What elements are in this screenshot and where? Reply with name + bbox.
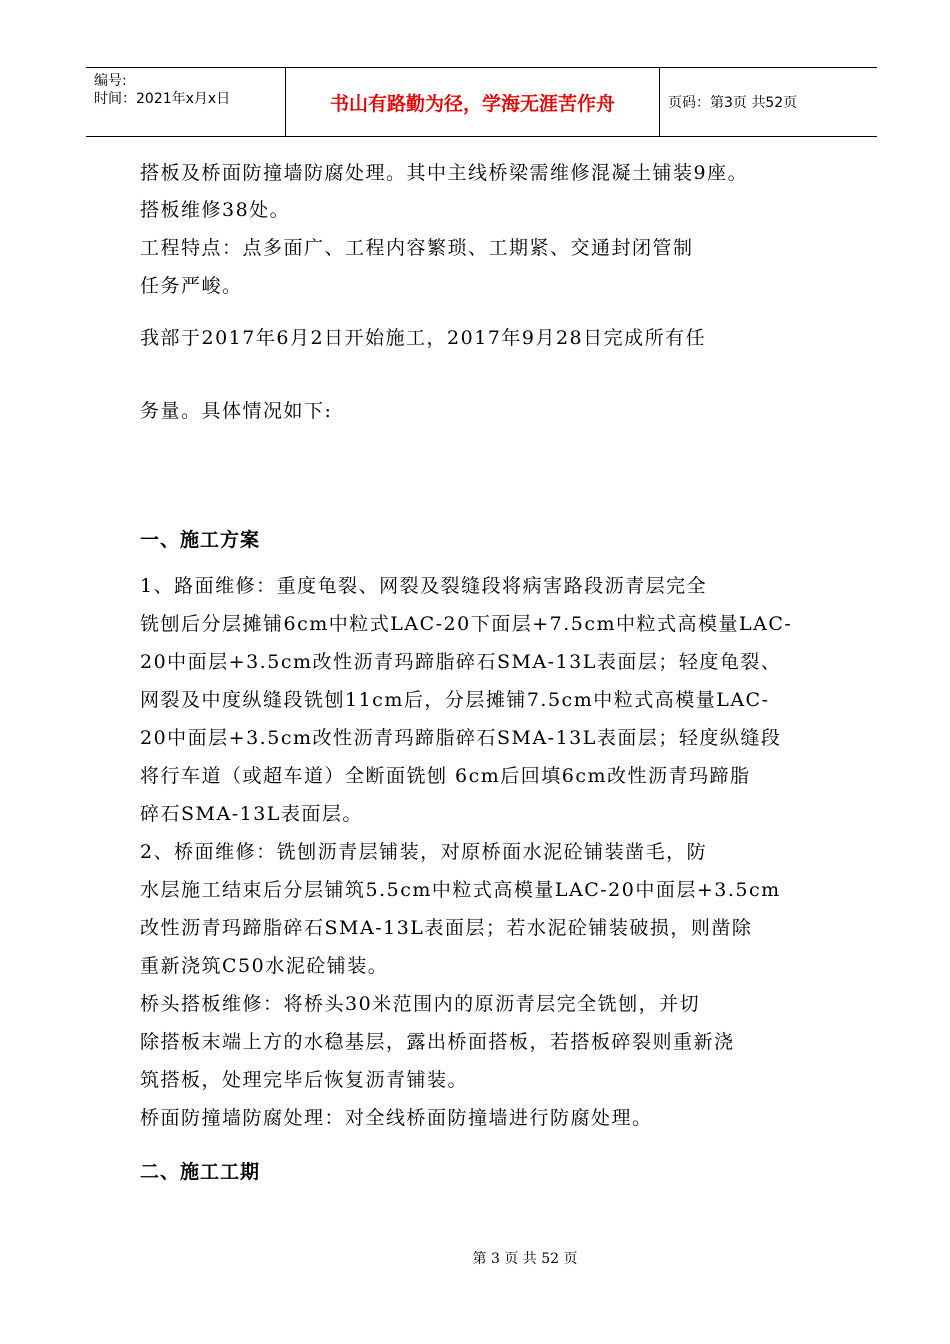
road-repair-line: 1、路面维修：重度龟裂、网裂及裂缝段将病害路段沥青层完全 — [140, 575, 708, 597]
page-footer: 第 3 页 共 52 页 — [472, 1251, 578, 1267]
document-time-label: 时间：2021年x月x日 — [94, 91, 231, 107]
road-repair-line: 将行车道（或超车道）全断面铣刨 6cm后回填6cm改性沥青玛蹄脂 — [140, 765, 751, 787]
bridge-repair-line: 水层施工结束后分层铺筑5.5cm中粒式高模量LAC-20中面层+3.5cm — [140, 879, 781, 901]
bridge-repair-line: 重新浇筑C50水泥砼铺装。 — [140, 955, 389, 977]
approach-slab-line: 桥头搭板维修：将桥头30米范围内的原沥青层完全铣刨，并切 — [140, 993, 701, 1015]
section-heading-plan: 一、施工方案 — [140, 529, 261, 551]
crash-wall-line: 桥面防撞墙防腐处理：对全线桥面防撞墙进行防腐处理。 — [140, 1107, 653, 1129]
road-repair-line: 20中面层+3.5cm改性沥青玛蹄脂碎石SMA-13L表面层；轻度龟裂、 — [140, 651, 782, 673]
road-repair-line: 铣刨后分层摊铺6cm中粒式LAC-20下面层+7.5cm中粒式高模量LAC- — [140, 613, 793, 635]
road-repair-line: 20中面层+3.5cm改性沥青玛蹄脂碎石SMA-13L表面层；轻度纵缝段 — [140, 727, 782, 749]
document-number-label: 编号: — [94, 73, 127, 89]
bridge-repair-line: 2、桥面维修：铣刨沥青层铺装，对原桥面水泥砼铺装凿毛，防 — [140, 841, 708, 863]
schedule-line: 务量。具体情况如下: — [140, 400, 333, 422]
section-heading-schedule: 二、施工工期 — [140, 1161, 261, 1183]
road-repair-line: 网裂及中度纵缝段铣刨11cm后，分层摊铺7.5cm中粒式高模量LAC- — [140, 689, 770, 711]
intro-line: 搭板维修38处。 — [140, 199, 291, 221]
header-motto: 书山有路勤为径，学海无涯苦作舟 — [286, 68, 660, 136]
road-repair-line: 碎石SMA-13L表面层。 — [140, 803, 363, 825]
intro-line: 搭板及桥面防撞墙防腐处理。其中主线桥梁需维修混凝土铺装9座。 — [140, 162, 749, 184]
features-line: 工程特点：点多面广、工程内容繁琐、工期紧、交通封闭管制 — [140, 237, 694, 259]
header-meta — [86, 68, 286, 136]
approach-slab-line: 筑搭板，处理完毕后恢复沥青铺装。 — [140, 1069, 469, 1091]
features-line: 任务严峻。 — [140, 275, 243, 297]
page-header — [86, 67, 877, 137]
approach-slab-line: 除搭板末端上方的水稳基层，露出桥面搭板，若搭板碎裂则重新浇 — [140, 1031, 735, 1053]
header-page-label: 页码：第3页 共52页 — [668, 95, 798, 111]
bridge-repair-line: 改性沥青玛蹄脂碎石SMA-13L表面层；若水泥砼铺装破损，则凿除 — [140, 917, 753, 939]
schedule-line: 我部于2017年6月2日开始施工，2017年9月28日完成所有任 — [140, 327, 707, 349]
